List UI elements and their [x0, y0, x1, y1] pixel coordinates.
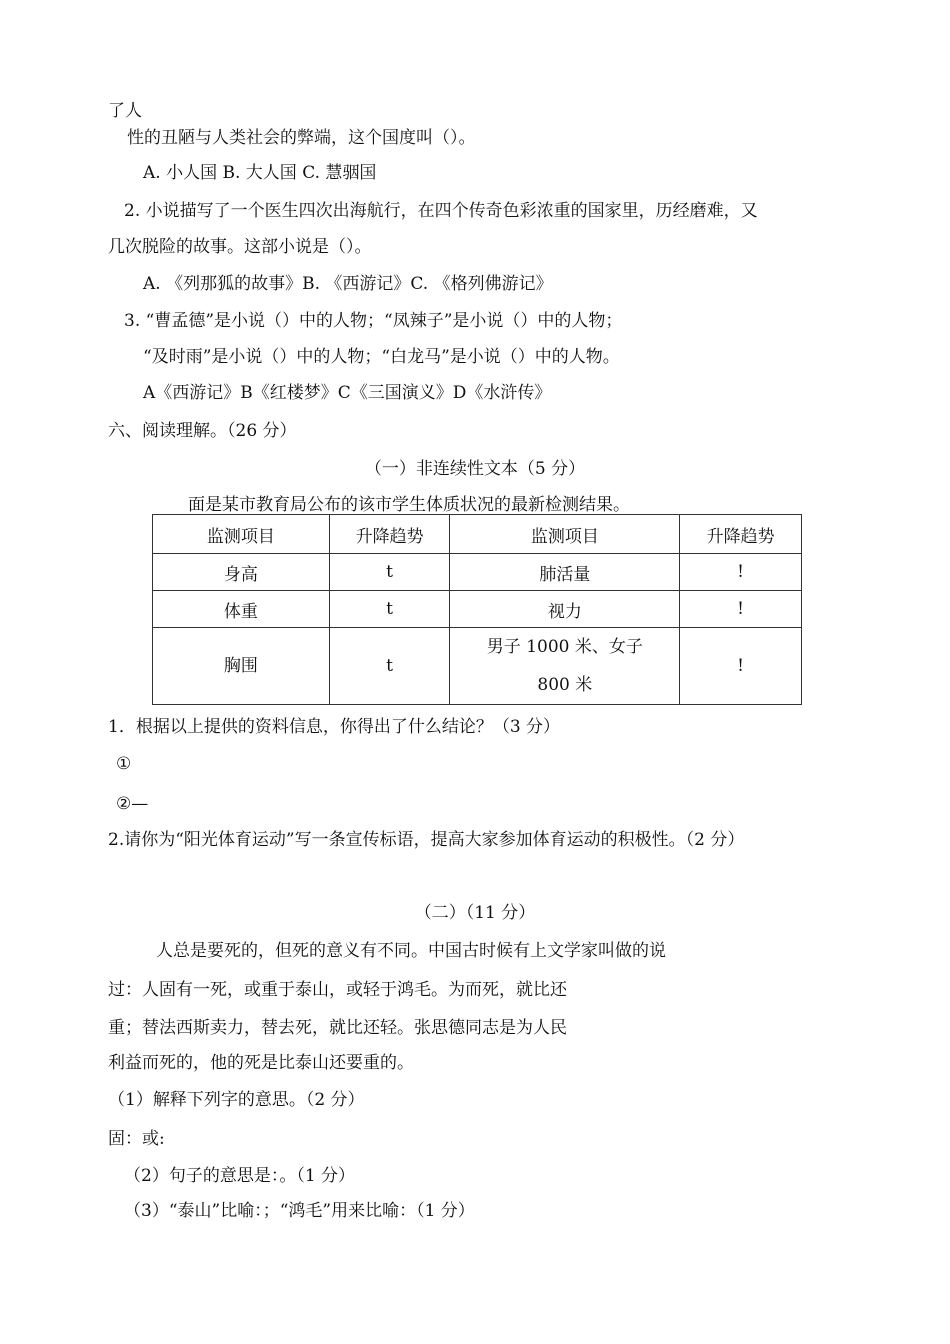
table-row: [153, 554, 802, 591]
table-cell: t: [329, 591, 450, 628]
section-six-heading: 六、阅读理解。（26 分）: [108, 421, 297, 441]
subsection-one-heading: （一）非连续性文本（5 分）: [364, 459, 586, 479]
table-cell: 男子 1000 米、女子 800 米: [450, 628, 680, 705]
table-cell: 身高: [153, 554, 330, 591]
table-row: [153, 628, 802, 705]
answer-marker-2: ②—: [116, 794, 149, 814]
passage-question-1: （1）解释下列字的意思。（2 分）: [108, 1090, 365, 1110]
text-line-fragment: 了人: [108, 101, 142, 121]
reading-question-2: 2.请你为“阳光体育运动”写一条宣传标语，提高大家参加体育运动的积极性。（2 分）: [108, 830, 745, 850]
table-header-cell: 监测项目: [450, 515, 680, 554]
question-2-stem: 2. 小说描写了一个医生四次出海航行，在四个传奇色彩浓重的国家里，历经磨难，又: [124, 201, 758, 221]
passage-line: 人总是要死的，但死的意义有不同。中国古时候有上文学家叫做的说: [156, 941, 666, 961]
question-3-stem: 3. “曹孟德”是小说（）中的人物；“凤辣子”是小说（）中的人物；: [124, 311, 623, 331]
table-cell: t: [329, 628, 450, 705]
passage-line: 过：人固有一死，或重于泰山，或轻于鸿毛。为而死，就比还: [108, 980, 567, 1000]
table-row: [153, 591, 802, 628]
subsection-two-heading: （二）（11 分）: [414, 903, 536, 923]
question-2-options: A. 《列那狐的故事》B. 《西游记》C. 《格列佛游记》: [143, 274, 553, 294]
question-2-stem-cont: 几次脱险的故事。这部小说是（）。: [108, 237, 372, 257]
question-3-stem-cont: “及时雨”是小说（）中的人物；“白龙马”是小说（）中的人物。: [143, 347, 620, 367]
answer-marker-1: ①: [116, 754, 132, 774]
passage-question-1-blanks: 固：或:: [108, 1129, 165, 1149]
passage-line: 重；替法西斯卖力，替去死，就比还轻。张思德同志是为人民: [108, 1018, 567, 1038]
reading-question-1: 1．根据以上提供的资料信息，你得出了什么结论？（3 分）: [108, 717, 561, 737]
passage-question-2: （2）句子的意思是：。（1 分）: [124, 1166, 356, 1186]
table-cell: 肺活量: [450, 554, 680, 591]
table-header-row: [153, 515, 802, 554]
table-header-cell: 升降趋势: [329, 515, 450, 554]
question-1-stem: 性的丑陋与人类社会的弊端，这个国度叫（）。: [127, 128, 476, 148]
table-cell: !: [680, 628, 802, 705]
passage-question-3: （3）“泰山”比喻：；“鸿毛”用来比喻：（1 分）: [124, 1201, 475, 1221]
table-cell: 胸围: [153, 628, 330, 705]
question-3-options: A《西游记》B《红楼梦》C《三国演义》D《水浒传》: [143, 383, 552, 403]
table-header-cell: 监测项目: [153, 515, 330, 554]
table-cell: t: [329, 554, 450, 591]
table-cell: !: [680, 554, 802, 591]
table-intro: 面是某市教育局公布的该市学生体质状况的最新检测结果。: [188, 495, 630, 515]
question-1-options: A. 小人国 B. 大人国 C. 慧骃国: [143, 163, 377, 183]
table-cell: 体重: [153, 591, 330, 628]
fitness-results-table: [152, 514, 802, 705]
passage-line: 利益而死的，他的死是比泰山还要重的。: [108, 1053, 414, 1073]
table-cell: !: [680, 591, 802, 628]
table-cell: 视力: [450, 591, 680, 628]
table-header-cell: 升降趋势: [680, 515, 802, 554]
